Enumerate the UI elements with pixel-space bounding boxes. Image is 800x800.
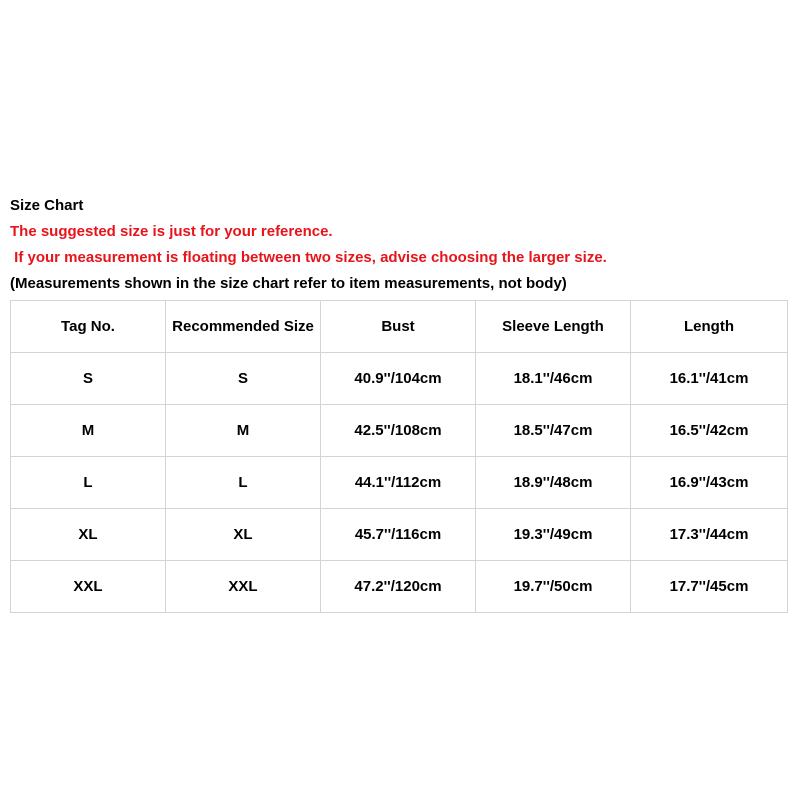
larger-size-advice: If your measurement is floating between two sizes, advise choosing the larger size.: [10, 249, 607, 266]
page-title: Size Chart: [10, 197, 84, 214]
recommended-size-cell: XXL: [166, 561, 321, 613]
sleeve-length-cell: 18.5''/47cm: [476, 405, 631, 457]
tag-no-cell: M: [11, 405, 166, 457]
sleeve-length-cell: 19.3''/49cm: [476, 509, 631, 561]
sleeve-length-cell: 18.9''/48cm: [476, 457, 631, 509]
tag-no-cell: XXL: [11, 561, 166, 613]
size-table: [10, 300, 788, 613]
measurement-note: (Measurements shown in the size chart refer to item measurements, not body): [10, 275, 567, 292]
table-row: [11, 405, 788, 457]
size-chart-header: [10, 193, 790, 297]
length-cell: 16.5''/42cm: [631, 405, 788, 457]
bust-cell: 45.7''/116cm: [321, 509, 476, 561]
sleeve-length-cell: 18.1''/46cm: [476, 353, 631, 405]
length-cell: 16.1''/41cm: [631, 353, 788, 405]
table-row: [11, 457, 788, 509]
tag-no-cell: L: [11, 457, 166, 509]
length-cell: 17.3''/44cm: [631, 509, 788, 561]
bust-cell: 44.1''/112cm: [321, 457, 476, 509]
recommended-size-cell: XL: [166, 509, 321, 561]
table-row: [11, 561, 788, 613]
recommended-size-cell: S: [166, 353, 321, 405]
column-header-bust: Bust: [321, 301, 476, 353]
tag-no-cell: S: [11, 353, 166, 405]
column-header-recommended-size: Recommended Size: [166, 301, 321, 353]
column-header-sleeve-length: Sleeve Length: [476, 301, 631, 353]
bust-cell: 47.2''/120cm: [321, 561, 476, 613]
recommended-size-cell: L: [166, 457, 321, 509]
length-cell: 16.9''/43cm: [631, 457, 788, 509]
bust-cell: 42.5''/108cm: [321, 405, 476, 457]
bust-cell: 40.9''/104cm: [321, 353, 476, 405]
table-row: [11, 509, 788, 561]
recommended-size-cell: M: [166, 405, 321, 457]
column-header-length: Length: [631, 301, 788, 353]
reference-notice: The suggested size is just for your reference.: [10, 223, 333, 240]
table-row: [11, 353, 788, 405]
sleeve-length-cell: 19.7''/50cm: [476, 561, 631, 613]
tag-no-cell: XL: [11, 509, 166, 561]
table-header-row: [11, 301, 788, 353]
column-header-tag-no: Tag No.: [11, 301, 166, 353]
length-cell: 17.7''/45cm: [631, 561, 788, 613]
